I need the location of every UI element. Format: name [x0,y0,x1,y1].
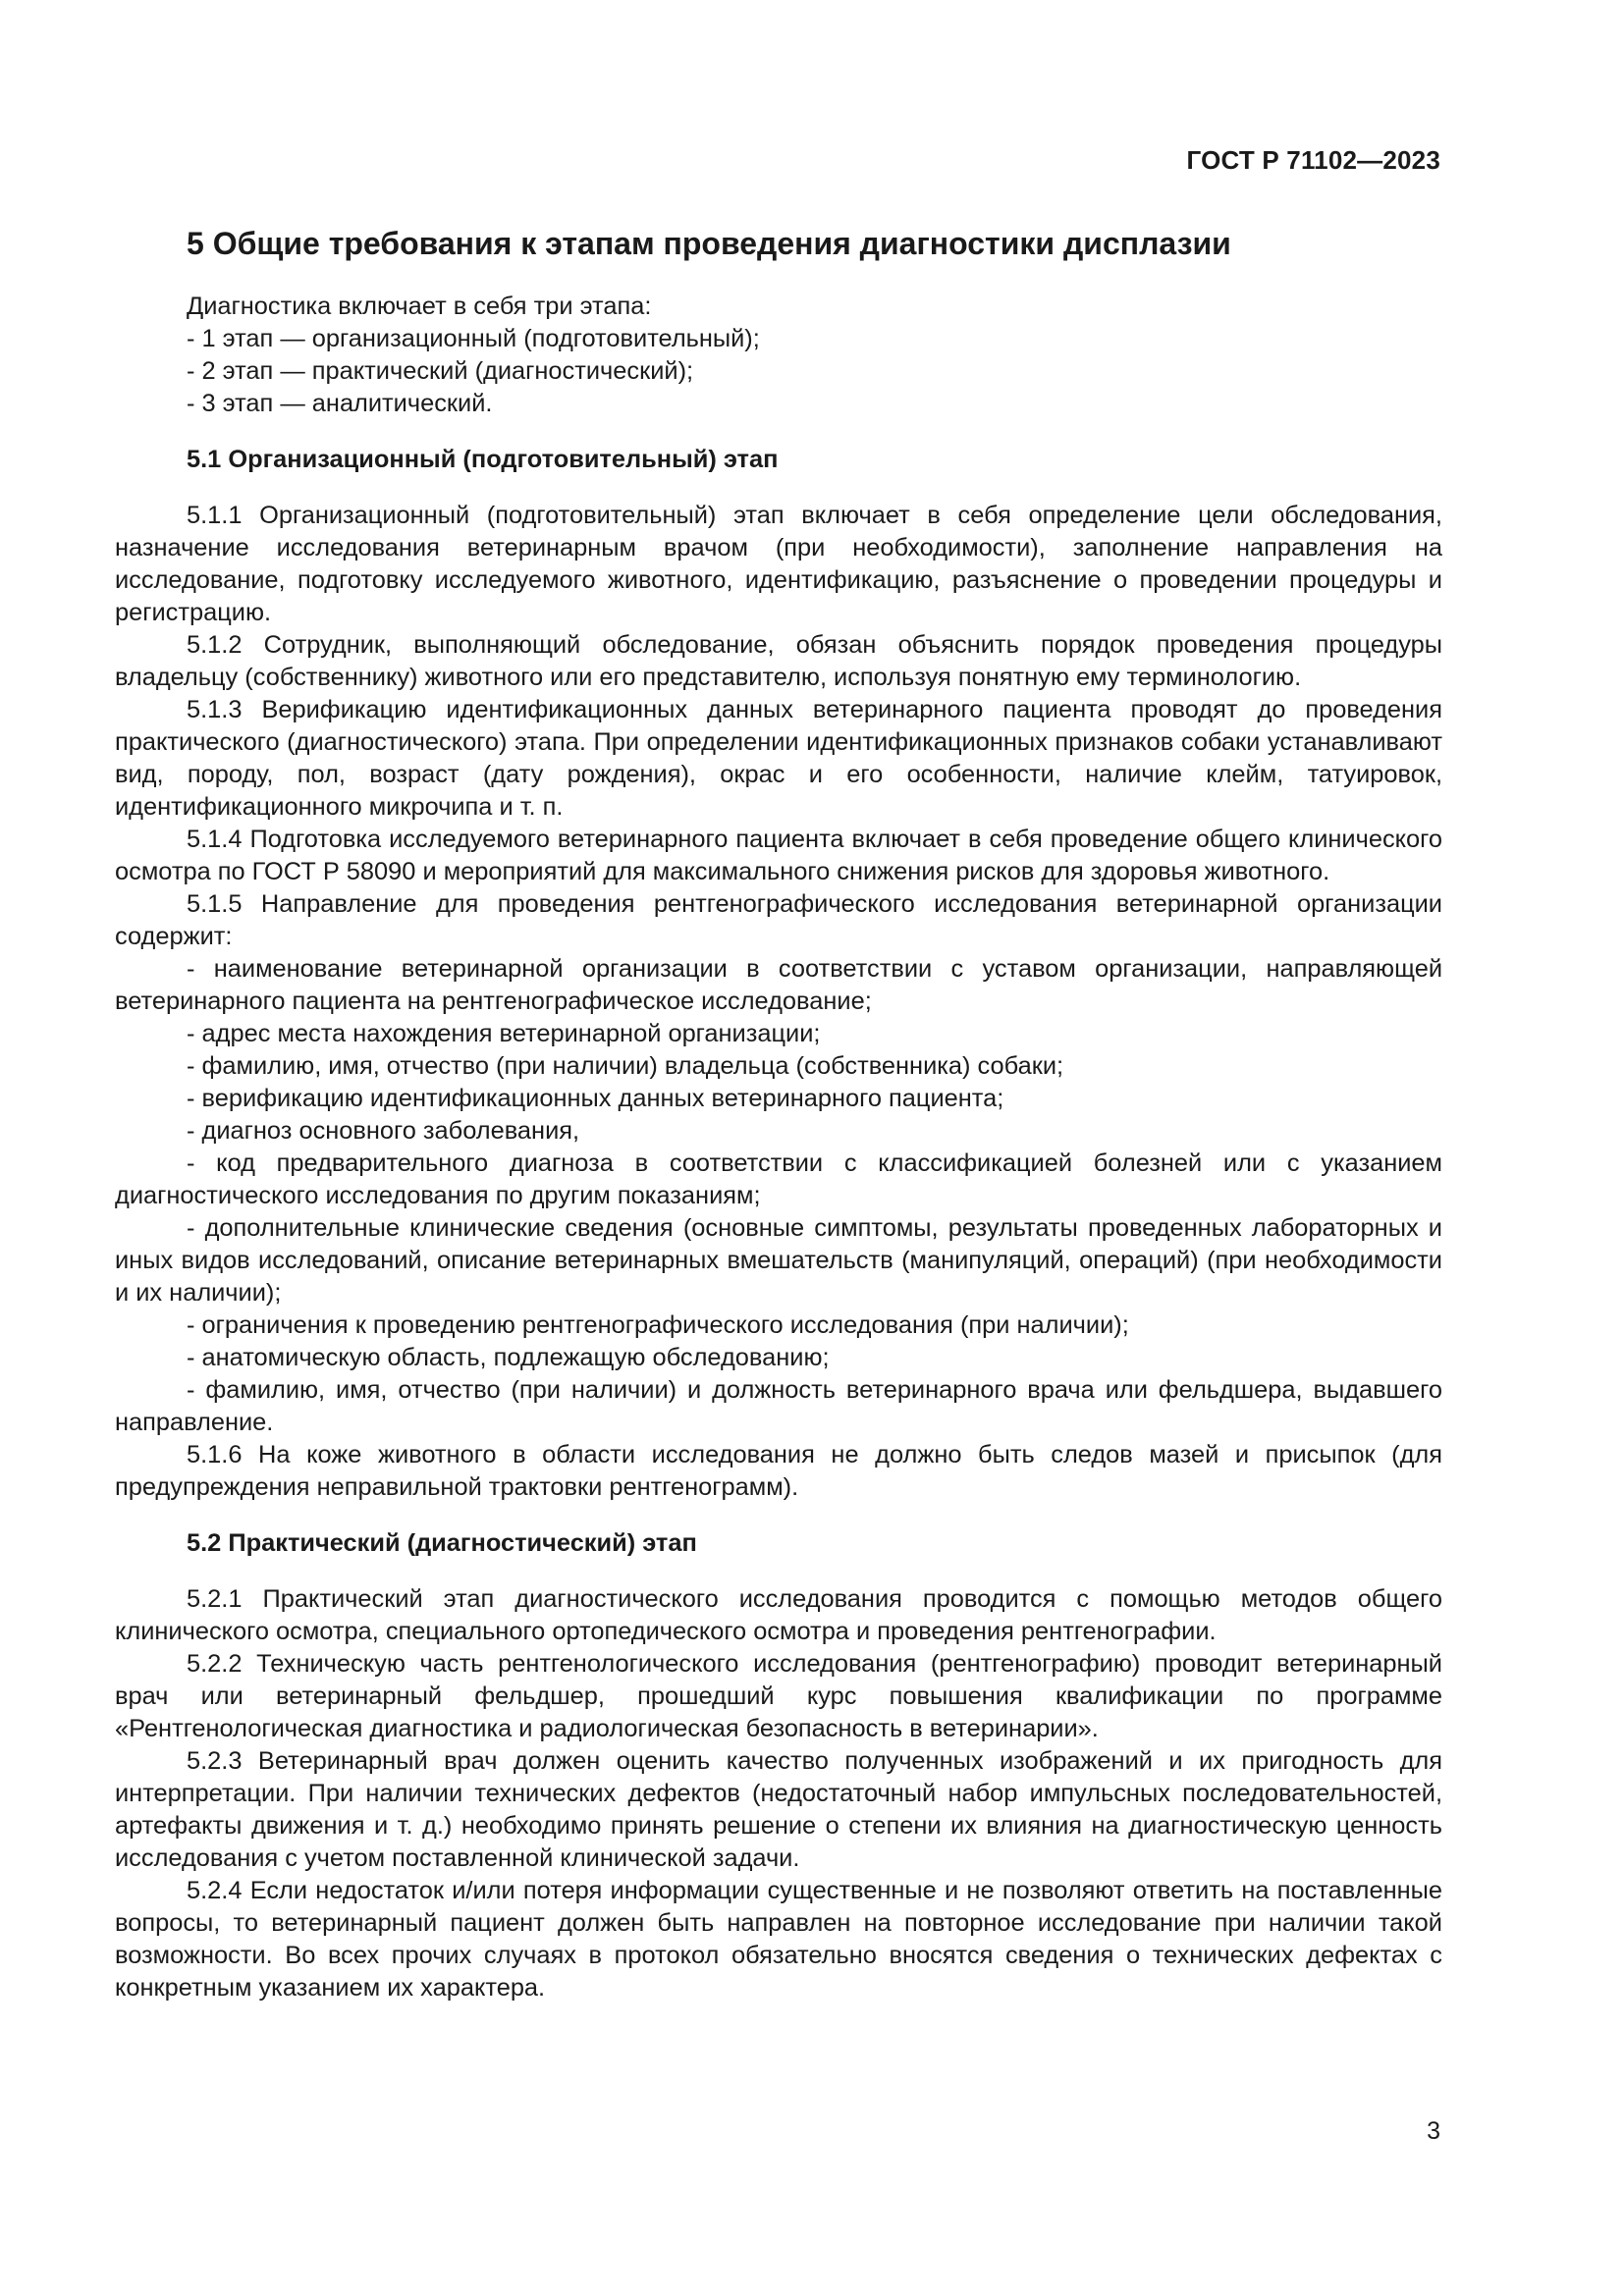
paragraph-5-2-2: 5.2.2 Техническую часть рентгенологического исследования (рентгенографию) проводит ветеринарный врач или ветеринарный фельдшер, прошедший курс повышения квалификации по программе «Рентгенологическая диагностика и радиологическая безопасность в ветеринарии». [115,1650,1442,1742]
paragraph-5-1-4: 5.1.4 Подготовка исследуемого ветеринарного пациента включает в себя проведение общего клинического осмотра по ГОСТ Р 58090 и мероприятий для максимального снижения рисков для здоровья животного. [115,826,1442,885]
list-item: - фамилию, имя, отчество (при наличии) владельца (собственника) собаки; [187,1052,1064,1080]
list-item: - фамилию, имя, отчество (при наличии) и должность ветеринарного врача или фельдшера, выдавшего направление. [115,1376,1442,1436]
list-item: - ограничения к проведению рентгенографического исследования (при наличии); [187,1311,1129,1339]
list-item: - код предварительного диагноза в соответствии с классификацией болезней или с указанием диагностического исследования по другим показаниям; [115,1149,1442,1209]
list-item: - дополнительные клинические сведения (основные симптомы, результаты проведенных лабораторных и иных видов исследований, описание ветеринарных вмешательств (манипуляций, операций) (при необходимости и их наличии); [115,1214,1442,1307]
paragraph-5-1-3: 5.1.3 Верификацию идентификационных данных ветеринарного пациента проводят до проведения практического (диагностического) этапа. При определении идентификационных признаков собаки устанавливают вид, породу, пол, возраст (дату рождения), окрас и его особенности, наличие клейм, татуировок, идентификационного микрочипа и т. п. [115,696,1442,821]
paragraph-5-2-3: 5.2.3 Ветеринарный врач должен оценить качество полученных изображений и их пригодность для интерпретации. При наличии технических дефектов (недостаточный набор импульсных последовательностей, артефакты движения и т. д.) необходимо принять решение о степени их влияния на диагностическую ценность исследования с учетом поставленной клинической задачи. [115,1747,1442,1872]
section-title: 5 Общие требования к этапам проведения диагностики дисплазии [187,226,1231,261]
subsection-title-5-1: 5.1 Организационный (подготовительный) этап [187,446,779,473]
list-item: - наименование ветеринарной организации в соответствии с уставом организации, направляющей ветеринарного пациента на рентгенографическое исследование; [115,955,1442,1015]
stage-item: - 1 этап — организационный (подготовительный); [187,325,760,352]
list-item: - диагноз основного заболевания, [187,1117,580,1145]
paragraph-5-1-5: 5.1.5 Направление для проведения рентгенографического исследования ветеринарной организации содержит: [115,890,1442,950]
page-body [115,224,1442,2004]
paragraph-5-1-1: 5.1.1 Организационный (подготовительный) этап включает в себя определение цели обследования, назначение исследования ветеринарным врачом (при необходимости), заполнение направления на исследование, подготовку исследуемого животного, идентификацию, разъяснение о проведении процедуры и регистрацию. [115,502,1442,626]
list-item: - верификацию идентификационных данных ветеринарного пациента; [187,1085,1004,1112]
paragraph-5-1-6: 5.1.6 На коже животного в области исследования не должно быть следов мазей и присыпок (для предупреждения неправильной трактовки рентгенограмм). [115,1441,1442,1501]
paragraph-5-2-1: 5.2.1 Практический этап диагностического исследования проводится с помощью методов общего клинического осмотра, специального ортопедического осмотра и проведения рентгенографии. [115,1585,1442,1645]
stage-item: - 2 этап — практический (диагностический); [187,357,694,385]
section-intro: Диагностика включает в себя три этапа: [187,293,652,320]
stage-item: - 3 этап — аналитический. [187,390,493,417]
paragraph-5-2-4: 5.2.4 Если недостаток и/или потеря информации существенные и не позволяют ответить на поставленные вопросы, то ветеринарный пациент должен быть направлен на повторное исследование при наличии такой возможности. Во всех прочих случаях в протокол обязательно вносятся сведения о технических дефектах с конкретным указанием их характера. [115,1877,1442,2002]
page-number: 3 [1427,2117,1440,2145]
list-item: - адрес места нахождения ветеринарной организации; [187,1020,821,1047]
document-code: ГОСТ Р 71102—2023 [1186,145,1440,175]
list-item: - анатомическую область, подлежащую обследованию; [187,1344,830,1371]
subsection-title-5-2: 5.2 Практический (диагностический) этап [187,1529,697,1557]
paragraph-5-1-2: 5.1.2 Сотрудник, выполняющий обследование, обязан объяснить порядок проведения процедуры владельцу (собственнику) животного или его представителю, используя понятную ему терминологию. [115,631,1442,691]
